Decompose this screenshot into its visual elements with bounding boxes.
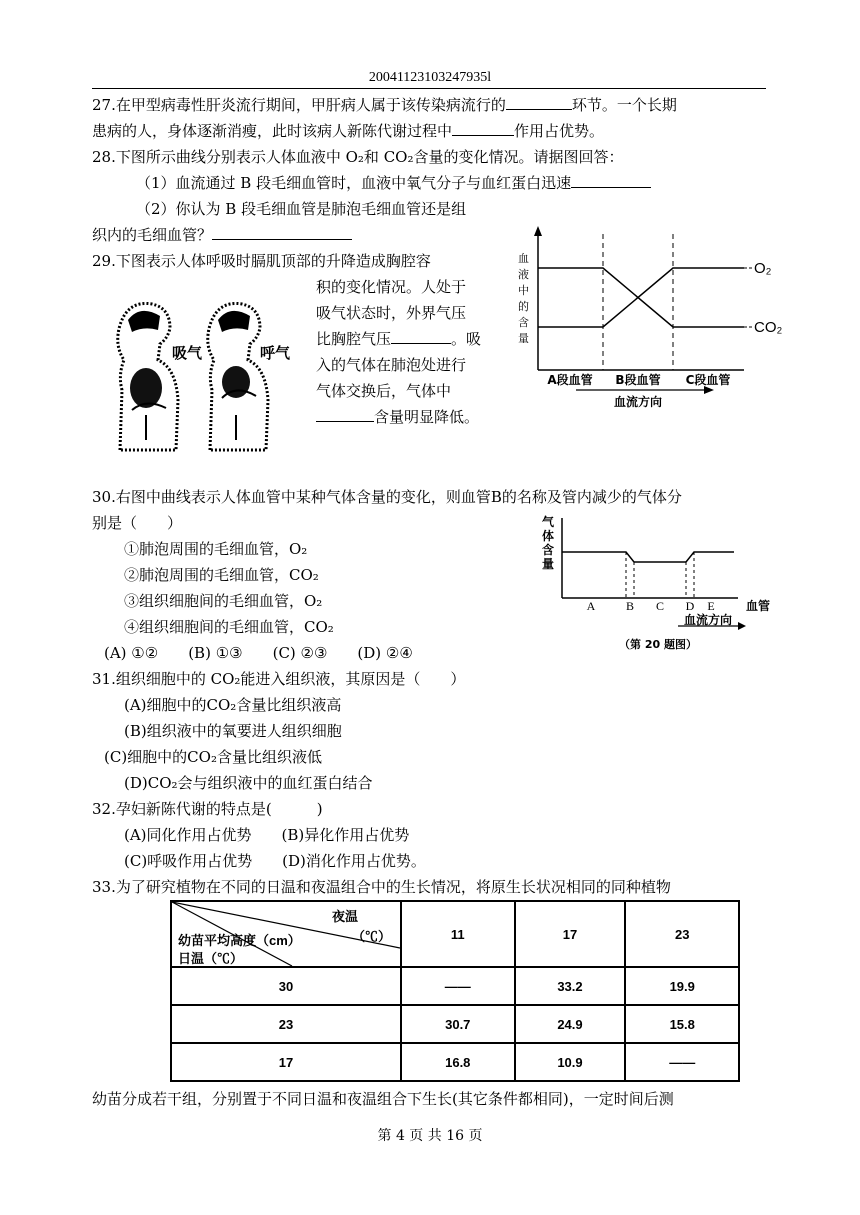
q31-opt-b: (B)组织液中的氧要进人组织细胞 bbox=[124, 722, 342, 740]
q30-opt1: ①肺泡周围的毛细血管，O₂ bbox=[124, 540, 308, 558]
q29-blank2[interactable] bbox=[316, 407, 374, 422]
header-rule bbox=[92, 88, 766, 89]
table-cell: 24.9 bbox=[515, 1005, 626, 1043]
x-label-d: D bbox=[685, 599, 695, 613]
blood-gas-chart bbox=[508, 222, 798, 418]
q30-opt4: ④组织细胞间的毛细血管，CO₂ bbox=[124, 618, 334, 636]
table-cell: 15.8 bbox=[625, 1005, 739, 1043]
table-cell: —— bbox=[401, 967, 515, 1005]
hdr-height: 幼苗平均高度（cm） bbox=[178, 933, 301, 948]
q29-line1: 29.下图表示人体呼吸时膈肌顶部的升降造成胸腔容 bbox=[92, 252, 431, 270]
q32-opt-cd: (C)呼吸作用占优势 (D)消化作用占优势。 bbox=[124, 852, 426, 870]
x-label-e: E bbox=[707, 599, 715, 613]
q30-line1: 30.右图中曲线表示人体血管中某种气体含量的变化，则血管B的名称及管内减少的气体分 bbox=[92, 488, 682, 506]
chart2-ylabel: 气体含量 bbox=[542, 515, 555, 571]
q29-t3a: 比胸腔气压 bbox=[316, 330, 392, 348]
co2-line bbox=[538, 268, 744, 327]
flow-label-2: 血流方向 bbox=[683, 613, 733, 627]
table-cell: 19.9 bbox=[625, 967, 739, 1005]
gas-line bbox=[562, 552, 734, 562]
q29-t1: 积的变化情况。人处于 bbox=[316, 278, 467, 296]
chart1-ylabel: 血液中的含量 bbox=[518, 252, 529, 345]
x-label-b: B bbox=[625, 599, 635, 613]
gas-content-chart bbox=[538, 512, 784, 654]
q27-line1 bbox=[92, 94, 677, 116]
q27-line2 bbox=[92, 120, 604, 142]
q29-t3 bbox=[316, 328, 481, 350]
q29-t6 bbox=[316, 406, 479, 428]
q32-line1: 32.孕妇新陈代谢的特点是( ) bbox=[92, 800, 323, 818]
document-id: 20041123103247935l bbox=[368, 70, 492, 85]
seg-c-label: C段血管 bbox=[685, 373, 731, 387]
q28-sub2b bbox=[92, 224, 352, 246]
flow-label: 血流方向 bbox=[613, 395, 663, 409]
co2-label: CO₂ bbox=[754, 319, 783, 336]
q29-t3b: 。吸 bbox=[451, 330, 482, 348]
q30-opt2: ②肺泡周围的毛细血管，CO₂ bbox=[124, 566, 319, 584]
breathing-figure bbox=[110, 290, 310, 455]
q31-opt-c: (C)细胞中的CO₂含量比组织液低 bbox=[104, 748, 322, 766]
x-label-c: C bbox=[655, 599, 665, 613]
table-diagonal-header bbox=[171, 901, 401, 967]
q28-line1: 28.下图所示曲线分别表示人体血液中 O₂和 CO₂含量的变化情况。请据图回答： bbox=[92, 148, 624, 166]
q28-sub2a: （2）你认为 B 段毛细血管是肺泡毛细血管还是组 bbox=[136, 200, 467, 218]
q28-sub1-text: （1）血流通过 B 段毛细血管时，血液中氧气分子与血红蛋白迅速 bbox=[136, 174, 572, 192]
seg-a-label: A段血管 bbox=[547, 373, 593, 387]
table-cell: 10.9 bbox=[515, 1043, 626, 1081]
q27-blank2[interactable] bbox=[452, 121, 514, 136]
x-label-a: A bbox=[586, 599, 596, 613]
q29-t6b: 含量明显降低。 bbox=[374, 408, 480, 426]
table-row bbox=[171, 1043, 739, 1081]
q30-line2: 别是（ ） bbox=[92, 514, 183, 532]
chart2-caption: （第 20 题图） bbox=[619, 638, 697, 651]
q31-opt-d: (D)CO₂会与组织液中的血红蛋白结合 bbox=[124, 774, 373, 792]
row-day: 23 bbox=[171, 1005, 401, 1043]
table-cell: 16.8 bbox=[401, 1043, 515, 1081]
inhale-body bbox=[118, 303, 178, 450]
q31-line1: 31.组织细胞中的 CO₂能进入组织液，其原因是（ ） bbox=[92, 670, 466, 688]
table-cell: 30.7 bbox=[401, 1005, 515, 1043]
q29-t2: 吸气状态时，外界气压 bbox=[316, 304, 467, 322]
q27-text-a: 27.在甲型病毒性肝炎流行期间，甲肝病人属于该传染病流行的 bbox=[92, 96, 506, 114]
table-row bbox=[171, 967, 739, 1005]
hdr-unit: （℃） bbox=[352, 929, 392, 944]
q31-opt-a: (A)细胞中的CO₂含量比组织液高 bbox=[124, 696, 342, 714]
seg-b-label: B段血管 bbox=[615, 373, 661, 387]
o2-line bbox=[538, 268, 744, 327]
table-header-row bbox=[171, 901, 739, 967]
q30-choices: (A) ①② (B) ①③ (C) ②③ (D) ②④ bbox=[104, 644, 413, 662]
q27-blank1[interactable] bbox=[506, 95, 572, 110]
row-day: 30 bbox=[171, 967, 401, 1005]
table-cell: —— bbox=[625, 1043, 739, 1081]
q30-opt3: ③组织细胞间的毛细血管，O₂ bbox=[124, 592, 323, 610]
q29-blank1[interactable] bbox=[391, 329, 451, 344]
col-17: 17 bbox=[515, 901, 626, 967]
table-cell: 33.2 bbox=[515, 967, 626, 1005]
row-day: 17 bbox=[171, 1043, 401, 1081]
col-23: 23 bbox=[625, 901, 739, 967]
q33-line2: 幼苗分成若干组，分别置于不同日温和夜温组合下生长(其它条件都相同)，一定时间后测 bbox=[92, 1090, 674, 1108]
page-footer: 第 4 页 共 16 页 bbox=[377, 1128, 483, 1144]
q27-text-b: 环节。一个长期 bbox=[571, 96, 677, 114]
o2-label: O₂ bbox=[754, 260, 772, 277]
table-row bbox=[171, 1005, 739, 1043]
x-axis-label: 血管 bbox=[746, 599, 771, 613]
q29-t4: 入的气体在肺泡处进行 bbox=[316, 356, 467, 374]
hdr-day: 日温（℃） bbox=[178, 951, 244, 966]
q29-t5: 气体交换后，气体中 bbox=[316, 382, 452, 400]
exhale-body bbox=[208, 303, 268, 450]
q28-blank1[interactable] bbox=[571, 173, 651, 188]
temperature-table bbox=[170, 900, 740, 1082]
exhale-label: 呼气 bbox=[260, 344, 291, 362]
y-axis-arrow bbox=[534, 226, 542, 236]
q27-text-d: 作用占优势。 bbox=[514, 122, 605, 140]
q28-blank2[interactable] bbox=[212, 225, 352, 240]
q28-sub2b-text: 织内的毛细血管？ bbox=[92, 226, 213, 244]
q32-opt-ab: (A)同化作用占优势 (B)异化作用占优势 bbox=[124, 826, 410, 844]
col-11: 11 bbox=[401, 901, 515, 967]
q28-sub1 bbox=[136, 172, 651, 194]
inhale-label: 吸气 bbox=[172, 344, 203, 362]
q27-text-c: 患病的人，身体逐渐消瘦，此时该病人新陈代谢过程中 bbox=[92, 122, 453, 140]
hdr-night: 夜温 bbox=[332, 909, 359, 924]
q33-line1: 33.为了研究植物在不同的日温和夜温组合中的生长情况，将原生长状况相同的同种植物 bbox=[92, 878, 671, 896]
